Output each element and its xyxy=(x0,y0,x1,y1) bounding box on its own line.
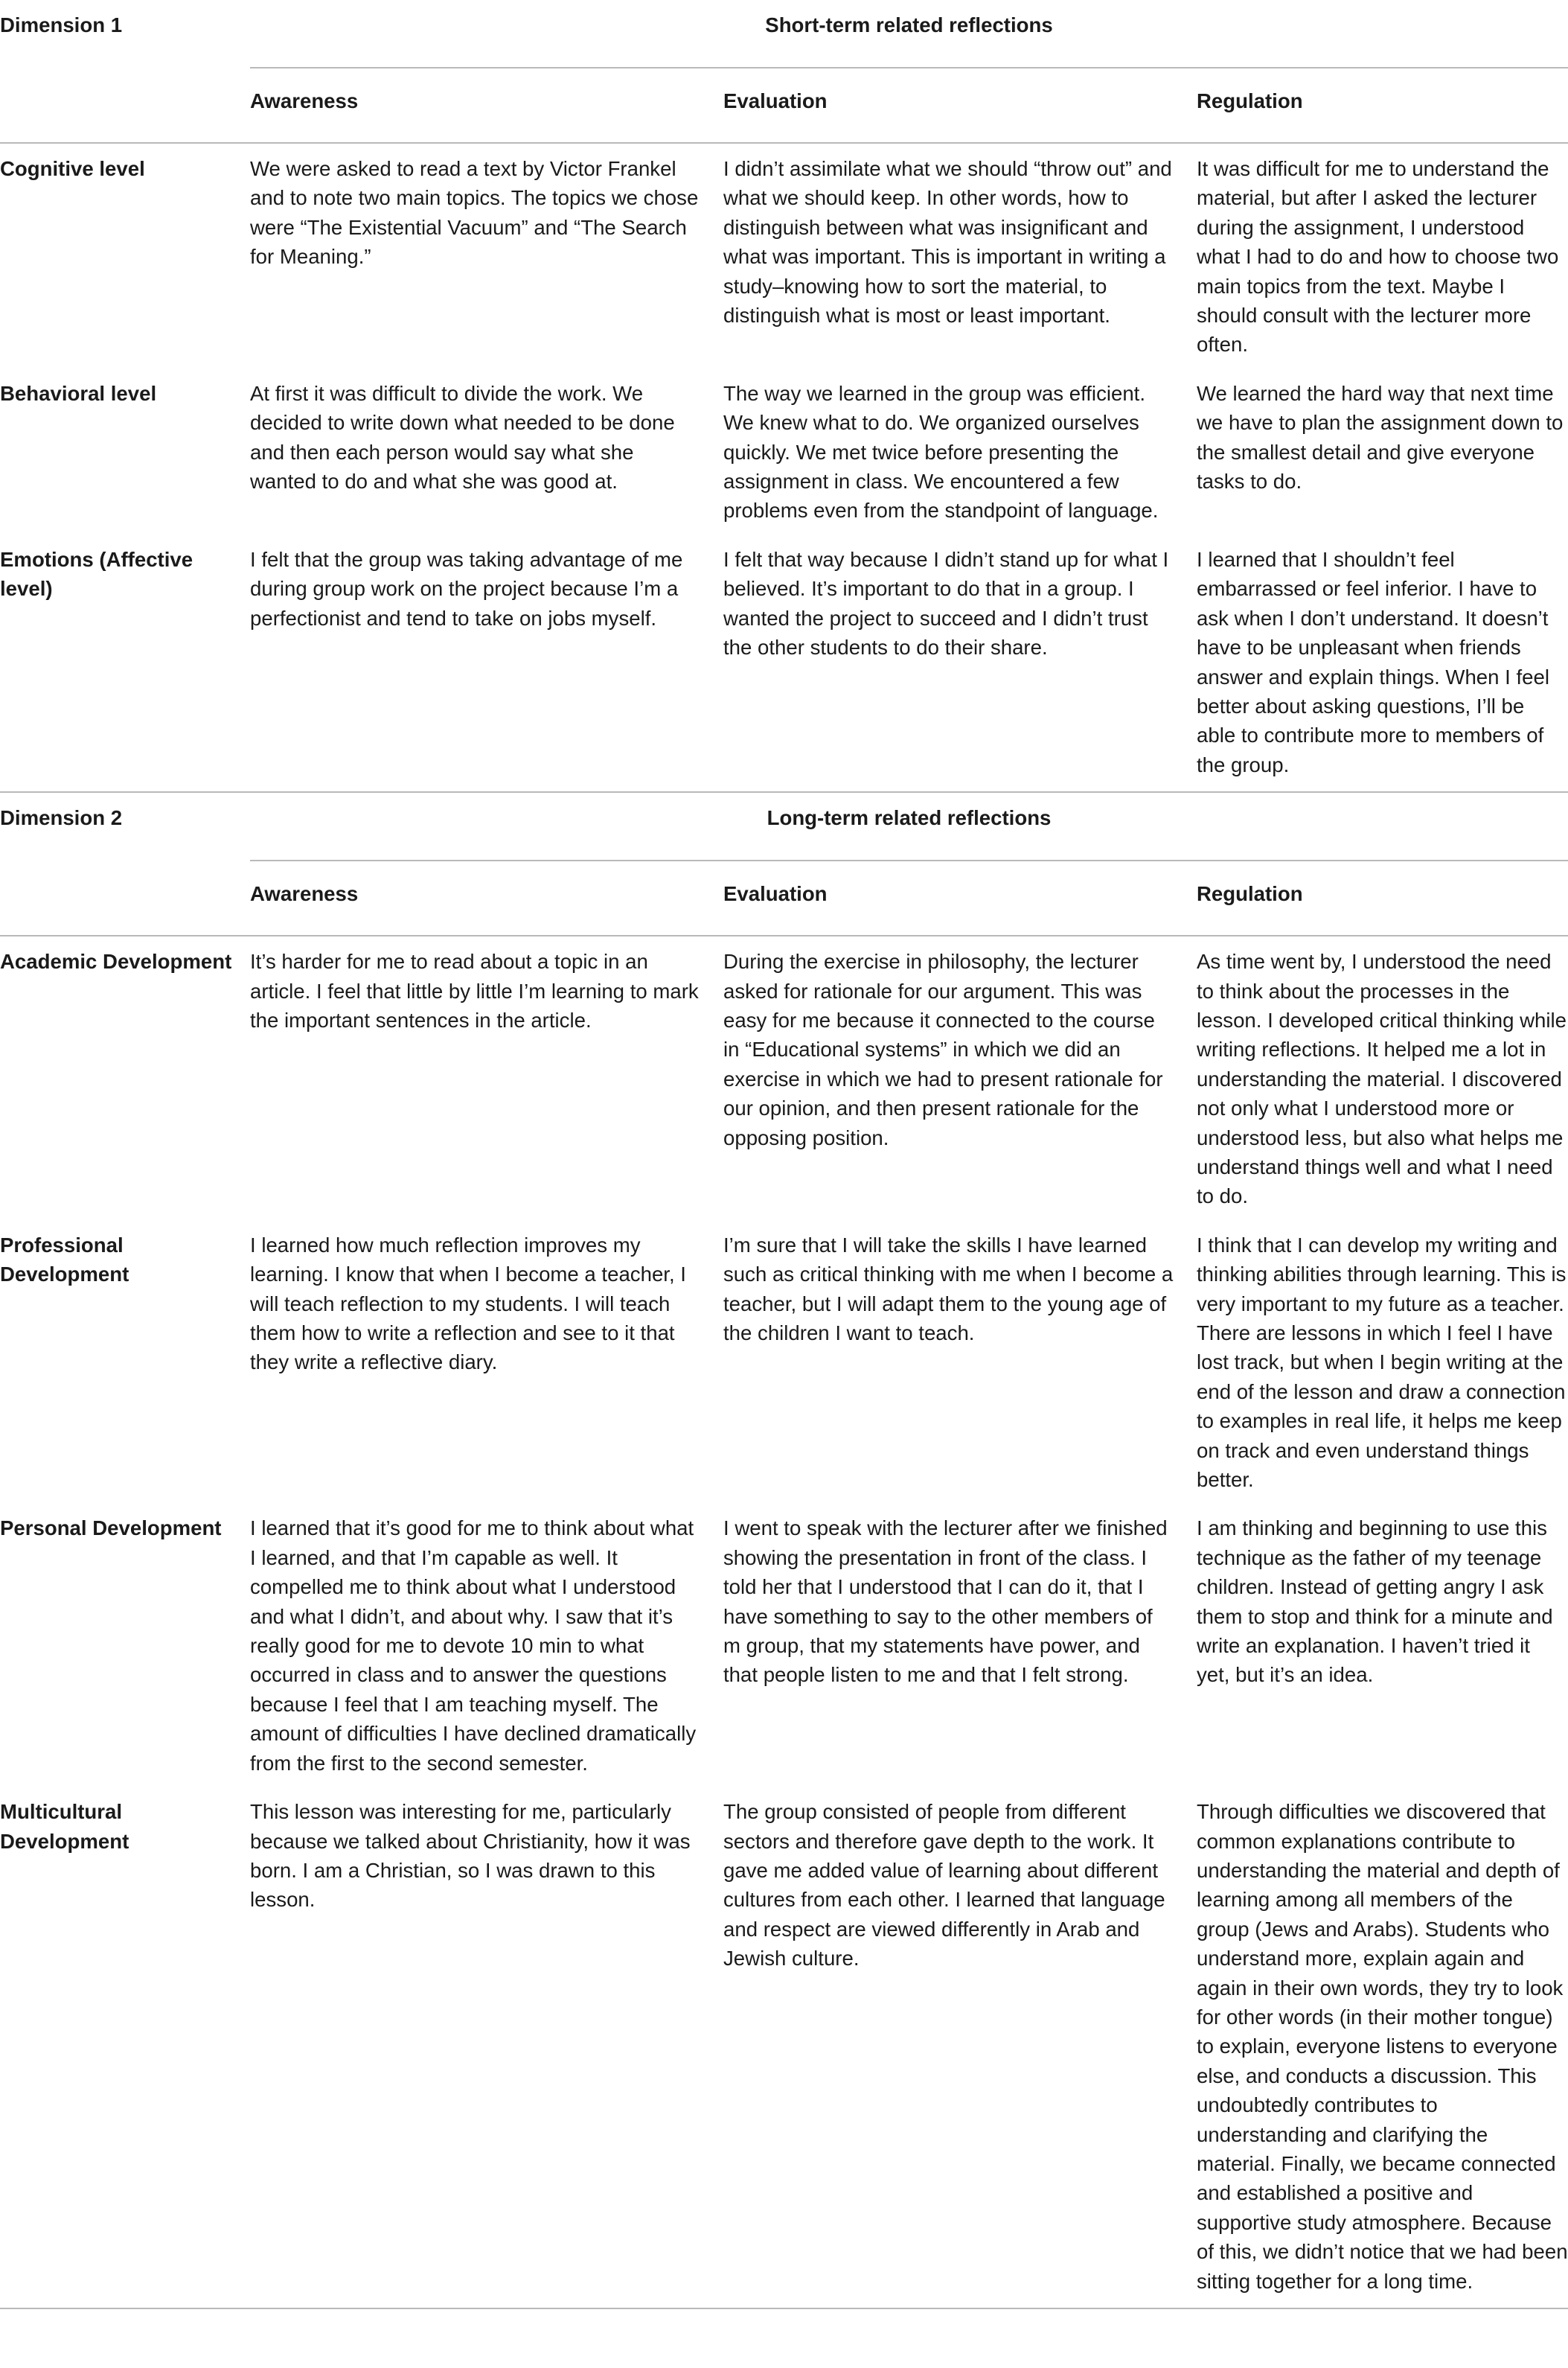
dimension-2-label: Dimension 2 xyxy=(0,792,250,861)
table-row xyxy=(0,1790,1568,2308)
dimension-2-column-headers xyxy=(0,861,1568,936)
empty-header-cell xyxy=(0,68,250,143)
evaluation-header: Evaluation xyxy=(723,861,1197,936)
empty-header-cell xyxy=(0,861,250,936)
row-label-multicultural-development: Multicultural Development xyxy=(0,1790,250,2308)
row-label-emotions-affective-level: Emotions (Affective level) xyxy=(0,547,193,601)
awareness-cell: It’s harder for me to read about a topic in an article. I feel that little by little I’m learning to mark the important sentences in the article. xyxy=(250,936,723,1223)
dimension-1-column-headers xyxy=(0,68,1568,143)
row-label-professional-development: Professional Development xyxy=(0,1233,129,1286)
table-row xyxy=(0,1506,1568,1790)
table-row xyxy=(0,1223,1568,1507)
dimension-1-label: Dimension 1 xyxy=(0,13,123,36)
evaluation-cell: During the exercise in philosophy, the lecturer asked for rationale for our argument. This was easy for me because it connected to the course in “Educational systems” in which we did an exercise in which we had to present rationale for our opinion, and then present rationale for the opposing position. xyxy=(723,936,1197,1223)
row-label-academic-development: Academic Development xyxy=(0,936,250,1223)
evaluation-cell: I went to speak with the lecturer after we finished showing the presentation in front of the class. I told her that I understood that I can do it, that I have something to say to the other members of m group, that my statements have power, and that people listen to me and that I felt strong. xyxy=(723,1516,1168,1687)
regulation-header: Regulation xyxy=(1197,861,1568,936)
dimension-2-title: Long-term related reflections xyxy=(250,792,1568,861)
regulation-cell: I am thinking and beginning to use this technique as the father of my teenage children. Instead of getting angry I ask them to stop and think for a minute and write an explanation. I haven’t tried it yet, but it’s an idea. xyxy=(1197,1516,1553,1687)
awareness-header: Awareness xyxy=(250,68,723,143)
table-row xyxy=(0,371,1568,537)
awareness-header: Awareness xyxy=(250,861,723,936)
regulation-cell: We learned the hard way that next time we have to plan the assignment down to the smallest detail and give everyone tasks to do. xyxy=(1197,381,1564,494)
dimension-1-header-row xyxy=(0,0,1568,68)
regulation-cell: It was difficult for me to understand the material, but after I asked the lecturer during the assignment, I understood what I had to do and how to choose two main topics from the text. Maybe I should consult with the lecturer more often. xyxy=(1197,143,1568,371)
regulation-cell: I learned that I shouldn’t feel embarrassed or feel inferior. I have to ask when I don’t understand. It doesn’t have to be unpleasant when friends answer and explain things. When I feel better about asking questions, I’ll be able to contribute more to members of the group. xyxy=(1197,547,1549,776)
awareness-cell: I felt that the group was taking advantage of me during group work on the project because I’m a perfectionist and tend to take on jobs myself. xyxy=(250,547,683,630)
awareness-cell: At first it was difficult to divide the work. We decided to write down what needed to be done and then each person would say what she wanted to do and what she was good at. xyxy=(250,381,675,494)
awareness-cell: I learned how much reflection improves my learning. I know that when I become a teacher, I will teach reflection to my students. I will teach them how to write a reflection and see to it that they write a reflective diary. xyxy=(250,1233,686,1374)
awareness-cell: This lesson was interesting for me, particularly because we talked about Christianity, how it was born. I am a Christian, so I was drawn to this lesson. xyxy=(250,1790,723,2308)
row-label-personal-development: Personal Development xyxy=(0,1516,222,1540)
awareness-cell: I learned that it’s good for me to think about what I learned, and that I’m capable as well. It compelled me to think about what I understood and what I didn’t, and about why. I saw that it’s really good for me to devote 10 min to what occurred in class and to answer the questions because I feel that I am teaching myself. The amount of difficulties I have declined dramatically from the first to the second semester. xyxy=(250,1516,697,1775)
regulation-header: Regulation xyxy=(1197,68,1568,143)
evaluation-cell: I’m sure that I will take the skills I have learned such as critical thinking with me when I become a teacher, but I will adapt them to the young age of the children I want to teach. xyxy=(723,1233,1174,1344)
dimension-1-title: Short-term related reflections xyxy=(765,13,1053,36)
table-row xyxy=(0,936,1568,1223)
table-row xyxy=(0,143,1568,371)
evaluation-cell: The way we learned in the group was efficient. We knew what to do. We organized ourselves quickly. We met twice before presenting the assignment in class. We encountered a few problems even from the standpoint of language. xyxy=(723,381,1159,523)
row-label-cognitive-level: Cognitive level xyxy=(0,143,250,371)
evaluation-header: Evaluation xyxy=(723,68,1197,143)
evaluation-cell: I didn’t assimilate what we should “throw out” and what we should keep. In other words, how to distinguish between what was insignificant and what was important. This is important in writing a study–knowing how to sort the material, to distinguish what is most or least important. xyxy=(723,143,1197,371)
regulation-cell: Through difficulties we discovered that common explanations contribute to understanding the material and depth of learning among all members of the group (Jews and Arabs). Students who understand more, explain again and again in their own words, they try to look for other words (in their mother tongue) to explain, everyone listens to everyone else, and conducts a discussion. This undoubtedly contributes to understanding and clarifying the material. Finally, we became connected and established a positive and supportive study atmosphere. Because of this, we didn’t notice that we had been sitting together for a long time. xyxy=(1197,1790,1568,2308)
dimension-2-header-row xyxy=(0,792,1568,861)
evaluation-cell: I felt that way because I didn’t stand up for what I believed. It’s important to do that in a group. I wanted the project to succeed and I didn’t trust the other students to do their share. xyxy=(723,547,1169,660)
regulation-cell: As time went by, I understood the need to think about the processes in the lesson. I developed critical thinking while writing reflections. It helped me a lot in understanding the material. I discovered not only what I understood more or understood less, but also what helps me understand things well and what I need to do. xyxy=(1197,936,1568,1223)
row-label-behavioral-level: Behavioral level xyxy=(0,381,157,405)
evaluation-cell: The group consisted of people from different sectors and therefore gave depth to the work. It gave me added value of learning about different cultures from each other. I learned that language and respect are viewed differently in Arab and Jewish culture. xyxy=(723,1790,1197,2308)
awareness-cell: We were asked to read a text by Victor Frankel and to note two main topics. The topics we chose were “The Existential Vacuum” and “The Search for Meaning.” xyxy=(250,143,723,371)
regulation-cell: I think that I can develop my writing and thinking abilities through learning. This is very important to my future as a teacher. There are lessons in which I feel I have lost track, but when I begin writing at the end of the lesson and draw a connection to examples in real life, it helps me keep on track and even understand things better. xyxy=(1197,1233,1567,1492)
table-row xyxy=(0,537,1568,792)
